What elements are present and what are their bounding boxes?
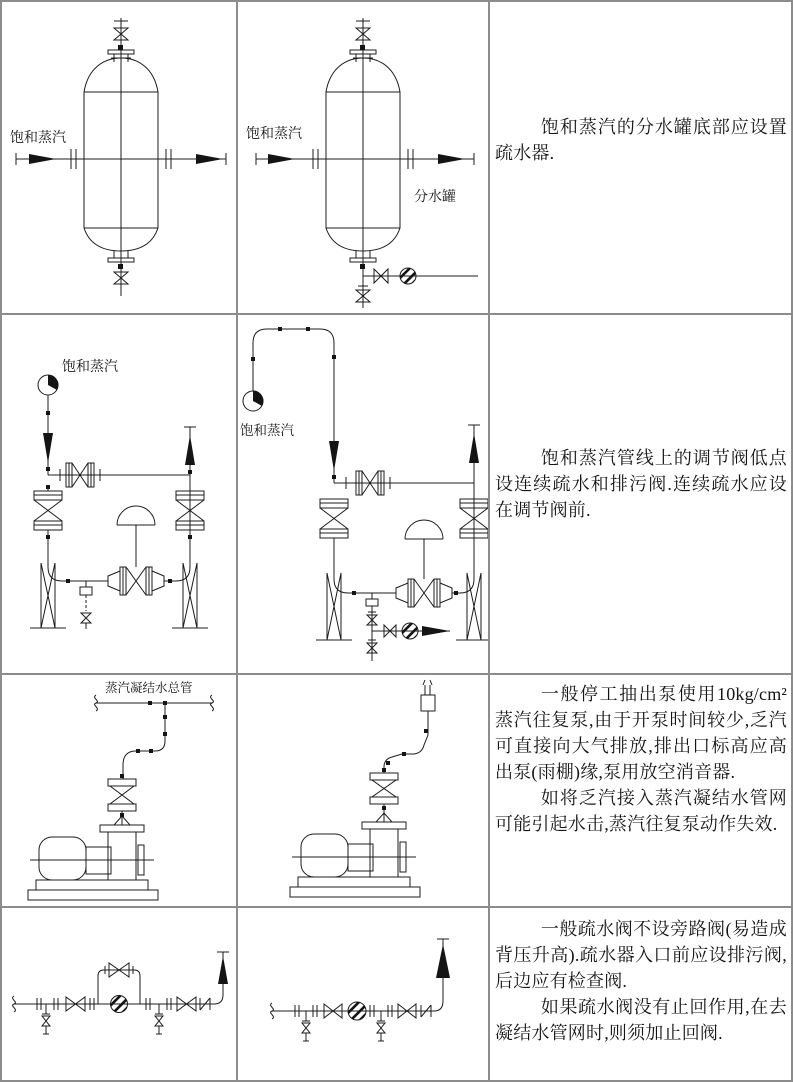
- riser-line: [123, 735, 165, 779]
- cell-r4-note: [490, 908, 791, 1080]
- cell-r4-diagram-2: [238, 908, 490, 1080]
- pump-top-flange: [362, 822, 406, 829]
- flow-arrow-up-icon: [436, 944, 450, 978]
- tank-label: 分水罐: [414, 190, 456, 205]
- pump-to-header-diagram: [2, 675, 236, 906]
- right-reducer-icon: [440, 583, 452, 603]
- separator-tank-diagram: [2, 2, 236, 313]
- left-block-valve-icon: [320, 503, 348, 529]
- control-valve-actuator-icon: [405, 520, 443, 539]
- blowoff-valve-icon: [377, 1023, 385, 1041]
- cell-r1-diagram-2: [238, 2, 490, 315]
- flow-arrow-up-icon: [469, 433, 479, 463]
- note-paragraph: 一般停工抽出泵使用10kg/cm²蒸汽往复泵,由于开泵时间较少,乏汽可直接向大气排放,排出口标高应高出泵(雨棚)缘,泵用放空消音器.: [495, 684, 787, 782]
- right-reducer-icon: [152, 571, 164, 591]
- cell-r1-diagram-1: [2, 2, 238, 315]
- steam-label: 饱和蒸汽: [10, 131, 66, 146]
- cell-r2-diagram-2: [238, 315, 490, 675]
- note-paragraph: 一般疏水阀不设旁路阀(易造成背压升高).疏水器入口前应设排污阀,后边应有检查阀.: [495, 919, 787, 991]
- note-paragraph: 如将乏汽接入蒸汽凝结水管网可能引起水击,蒸汽往复泵动作失效.: [495, 788, 787, 834]
- pump-body: [39, 837, 86, 880]
- silencer-vent-stub: [423, 680, 432, 695]
- note-paragraph: 饱和蒸汽管线上的调节阀低点设连续疏水和排污阀.连续疏水应设在调节阀前.: [495, 448, 787, 520]
- drain-pot: [366, 599, 378, 606]
- note-paragraph: 饱和蒸汽的分水罐底部应设置疏水器.: [495, 117, 787, 163]
- inlet-flow-arrow-icon: [268, 154, 295, 164]
- drain-valve-icon: [81, 613, 91, 629]
- inlet-flow-arrow-icon: [29, 154, 56, 164]
- pump-base: [298, 877, 410, 887]
- steam-label: 饱和蒸汽: [246, 127, 302, 142]
- pump-with-silencer-diagram: [238, 675, 488, 906]
- pipe-support-right: [456, 573, 488, 640]
- line-break-icon: [211, 695, 214, 711]
- vent-silencer-icon: [421, 695, 435, 711]
- pump-steam-cylinder: [370, 829, 398, 877]
- cell-r3-diagram-2: [238, 675, 490, 908]
- cell-r3-note: [490, 675, 791, 908]
- steam-label: 饱和蒸汽: [240, 423, 294, 438]
- trap-station-bypass-diagram: [2, 908, 236, 1078]
- expansion-loop-line: [253, 329, 334, 483]
- control-valve-icon: [411, 579, 437, 607]
- flow-arrow-right-icon: [422, 626, 450, 636]
- steam-label: 饱和蒸汽: [62, 360, 118, 375]
- flow-arrow-up-icon: [218, 956, 228, 984]
- pump-top-flange: [100, 825, 144, 832]
- flow-arrow-down-icon: [329, 441, 339, 471]
- left-reducer-icon: [396, 583, 408, 603]
- control-valve-station-diagram: [2, 315, 236, 673]
- flow-arrow-down-icon: [43, 433, 53, 463]
- line-break-icon: [271, 1003, 274, 1019]
- pipe-support-right: [172, 563, 208, 628]
- blowoff-valve-icon: [42, 1016, 50, 1034]
- blowoff-valve-icon: [155, 1016, 163, 1034]
- pipe-support-left: [30, 563, 66, 628]
- control-valve-actuator-icon: [117, 506, 155, 525]
- pump-discharge-valve-icon: [110, 786, 134, 804]
- drain-pot: [80, 587, 92, 595]
- left-reducer-icon: [108, 571, 120, 591]
- cell-r4-diagram-1: [2, 908, 238, 1080]
- note-paragraph: 如果疏水阀没有止回作用,在去凝结水管网时,则须加止回阀.: [495, 997, 787, 1043]
- layout-grid: [2, 2, 791, 1080]
- left-block-valve-icon: [34, 495, 62, 521]
- condensate-header-label: 蒸汽凝结水总管: [105, 681, 193, 695]
- control-valve-station-loop-diagram: [238, 315, 488, 673]
- line-break-icon: [95, 695, 98, 711]
- bypass-line: [98, 970, 140, 1004]
- control-valve-icon: [123, 567, 149, 595]
- cell-r2-note: [490, 315, 791, 675]
- cell-r2-diagram-1: [2, 315, 238, 675]
- separator-tank-with-trap-diagram: [238, 2, 488, 313]
- pump-discharge-valve-icon: [372, 780, 396, 797]
- flow-arrow-up-icon: [185, 435, 195, 465]
- cell-r1-note: [490, 2, 791, 315]
- vent-line: [384, 711, 428, 773]
- trap-station-no-bypass-diagram: [238, 908, 488, 1078]
- cell-r3-diagram-1: [2, 675, 238, 908]
- pump-steam-cylinder: [108, 832, 136, 880]
- line-break-icon: [13, 996, 16, 1012]
- pump-foundation: [28, 890, 158, 900]
- pump-foundation: [290, 887, 420, 897]
- outlet-flow-arrow-icon: [438, 154, 465, 164]
- outlet-flow-arrow-icon: [196, 154, 223, 164]
- pump-base: [36, 880, 148, 890]
- blowoff-valve-icon: [302, 1023, 310, 1041]
- pump-body: [301, 834, 348, 877]
